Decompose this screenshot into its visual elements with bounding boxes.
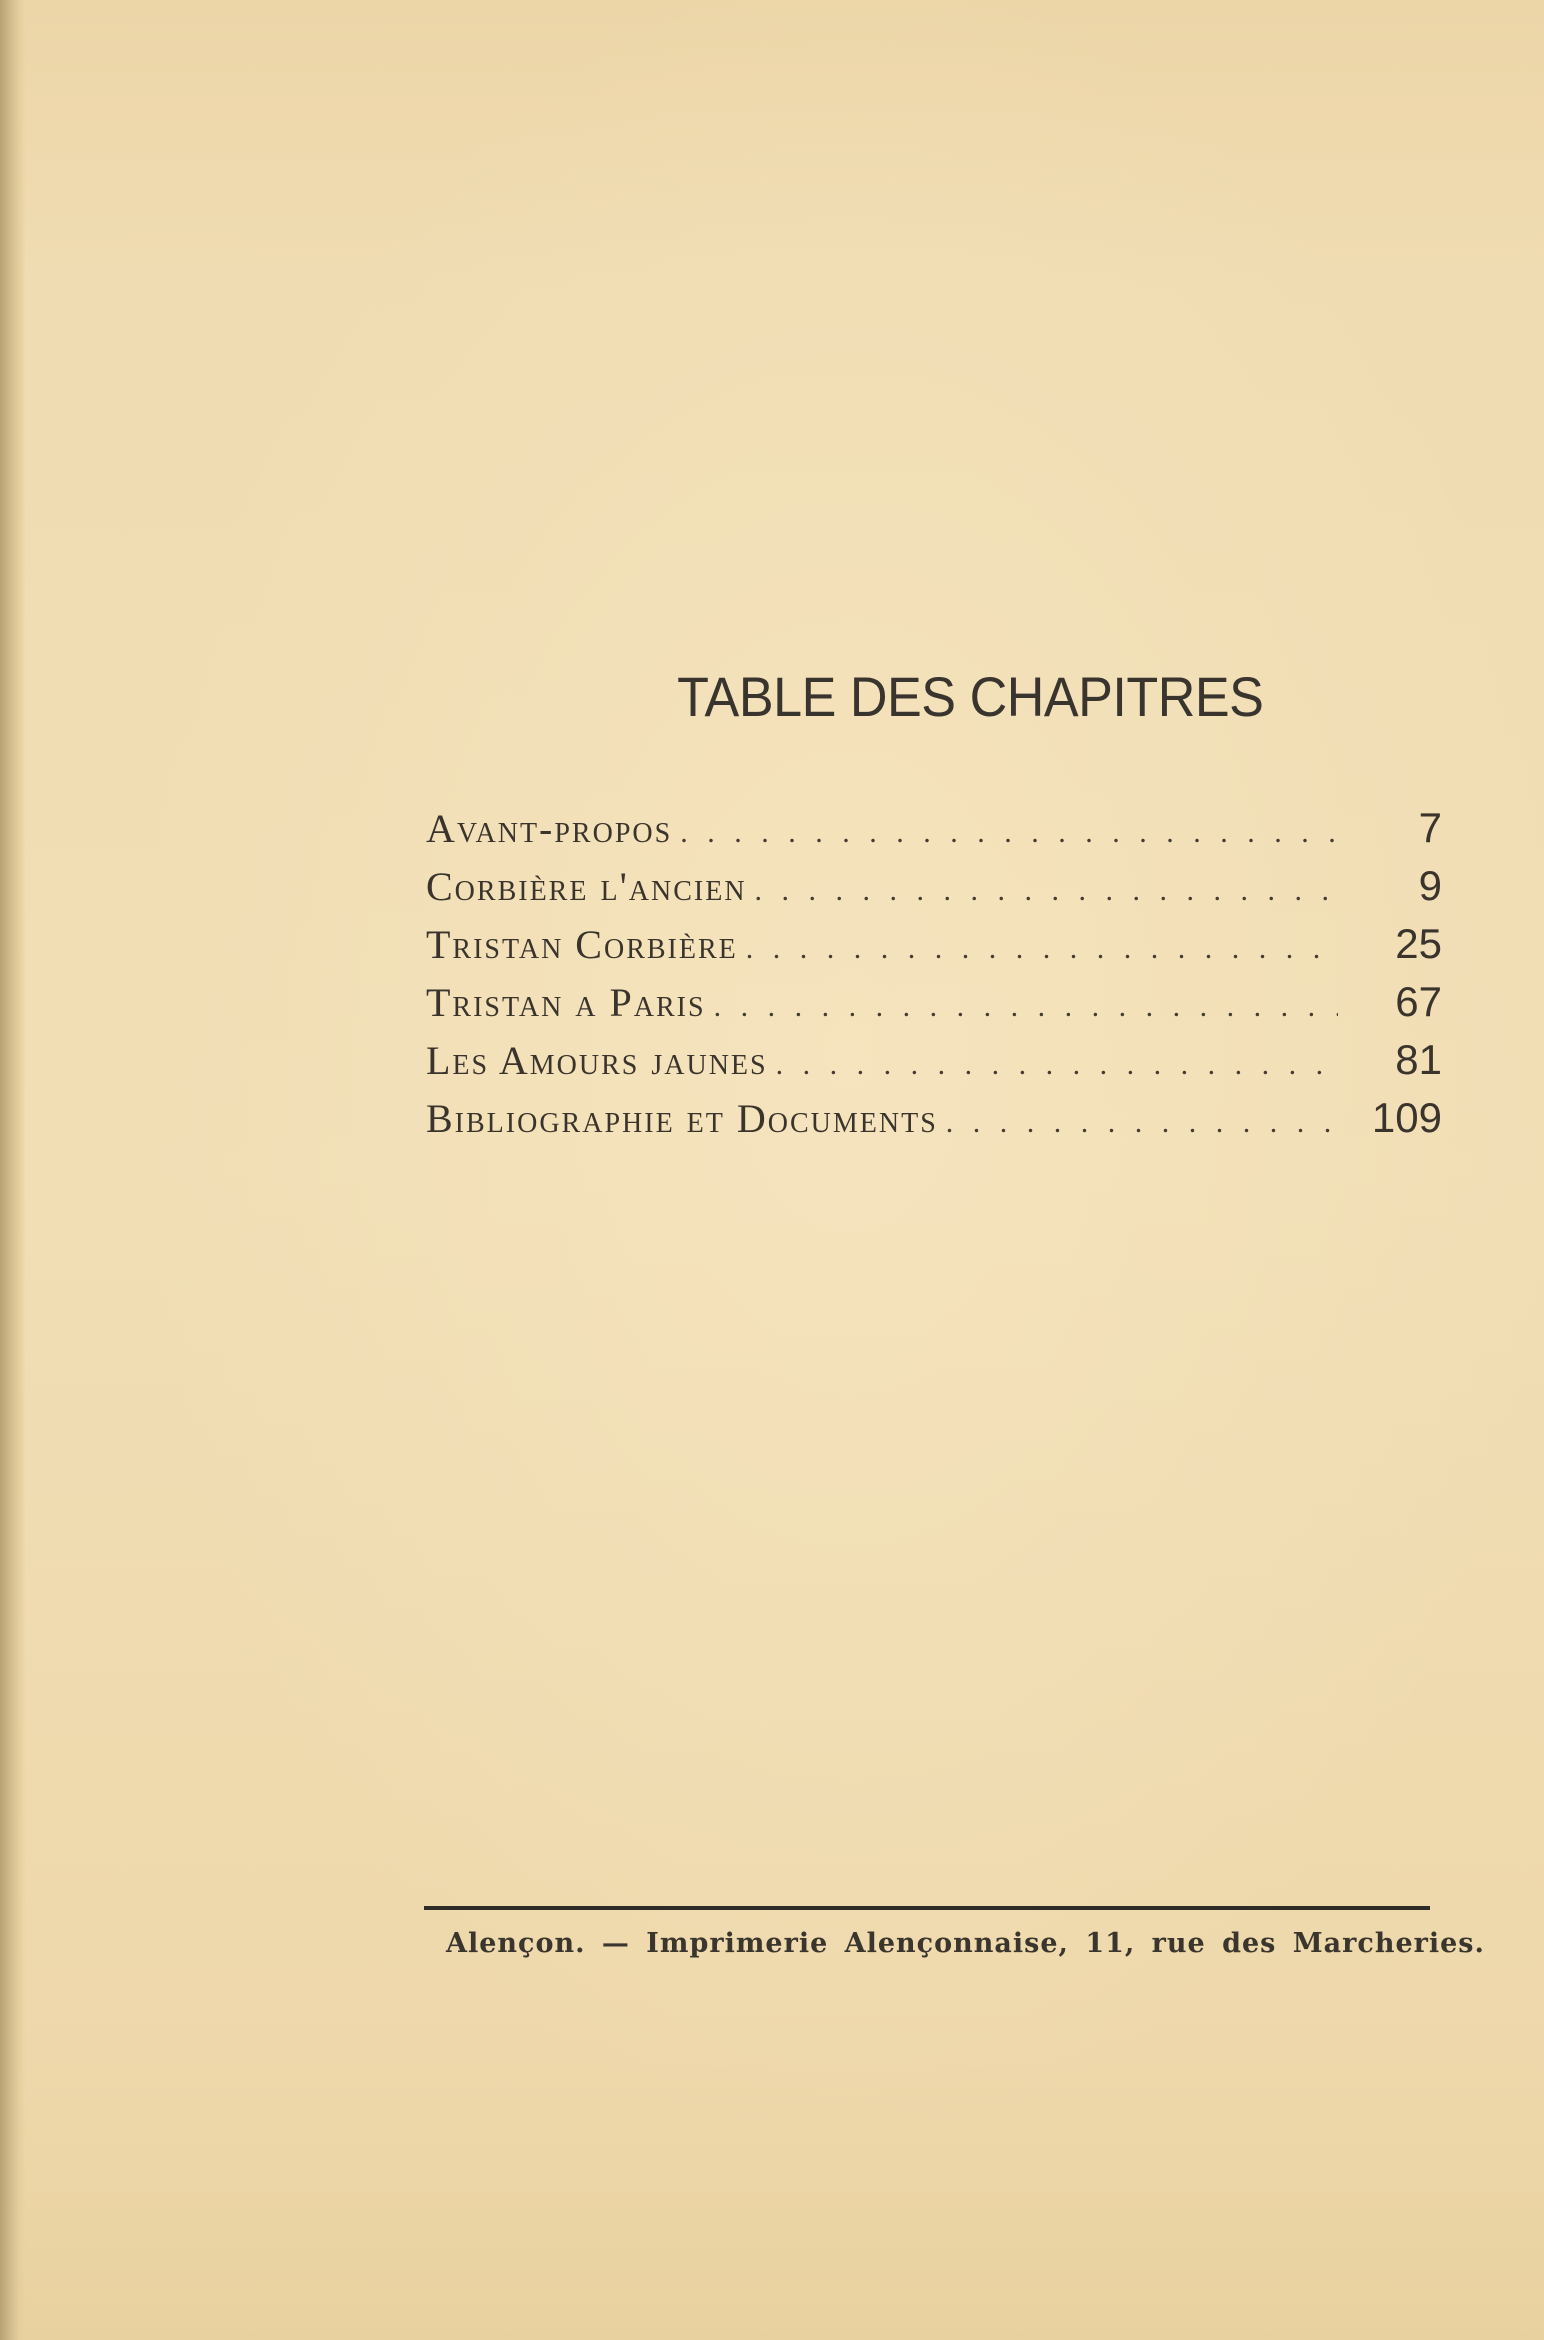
- toc-entry-page: 81: [1395, 1036, 1442, 1083]
- toc-leader-dots: [946, 1106, 1338, 1140]
- page-title: [0, 664, 1544, 729]
- page-title-text: TABLE DES CHAPITRES: [676, 665, 1264, 728]
- page-spine-edge: [0, 0, 26, 2340]
- toc-leader-dots: [680, 816, 1338, 850]
- toc-entry-page: 9: [1418, 862, 1442, 909]
- toc-leader-dots: [755, 874, 1338, 908]
- toc-leader-dots: [776, 1048, 1338, 1082]
- toc-leader-dots: [746, 932, 1338, 966]
- toc-entry: [426, 978, 1442, 1036]
- toc-entry-page: 25: [1395, 920, 1442, 967]
- toc-entry: [426, 1036, 1442, 1094]
- footer-rule: [424, 1906, 1430, 1910]
- printer-imprint: Alençon. — Imprimerie Alençonnaise, 11, rue des Marcheries.: [446, 1928, 1485, 1959]
- toc-leader-dots: [714, 990, 1338, 1024]
- toc-entry-page: 7: [1418, 804, 1442, 851]
- toc-entry-page: 67: [1395, 978, 1442, 1025]
- toc-entry-label: Tristan Corbière: [426, 922, 738, 967]
- toc-entry-label: Corbière l'ancien: [426, 864, 747, 909]
- table-of-contents: [426, 804, 1442, 1152]
- toc-entry: [426, 920, 1442, 978]
- toc-entry: [426, 1094, 1442, 1152]
- toc-entry: [426, 862, 1442, 920]
- toc-entry: [426, 804, 1442, 862]
- toc-entry-label: Les Amours jaunes: [426, 1038, 768, 1083]
- toc-entry-page: 109: [1371, 1094, 1442, 1141]
- toc-entry-label: Bibliographie et Documents: [426, 1096, 938, 1141]
- toc-entry-label: Avant-propos: [426, 806, 673, 851]
- toc-entry-label: Tristan a Paris: [426, 980, 706, 1025]
